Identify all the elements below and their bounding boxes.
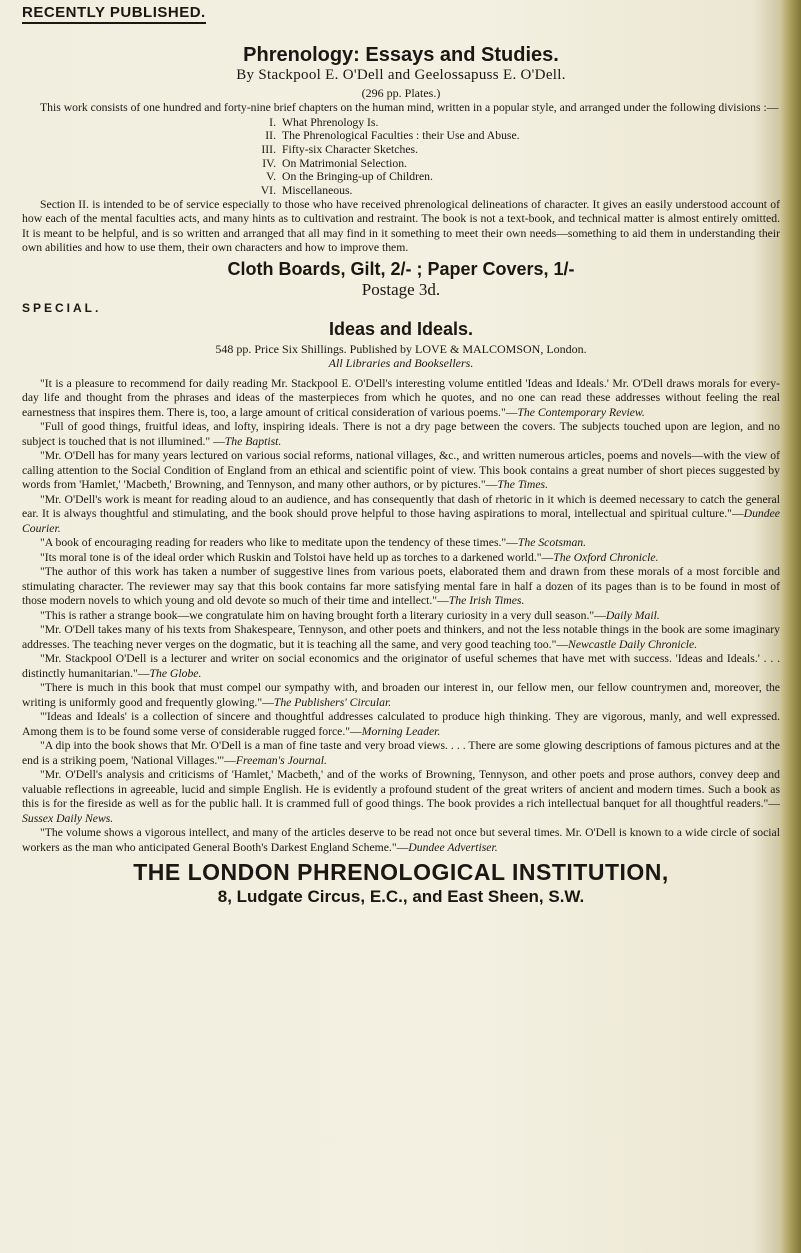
binding-edge — [779, 0, 801, 1253]
review-text: "The author of this work has taken a number of suggestive lines from various poets, elaborated them and drawn from these morals of a most forcible and stimulating character. The reviewer may say that this book contains far more satisfying mental fare in half a dozen of its pages than is to be found in most of those modern novels to which young and old devote so much of their time and intellect."— — [22, 565, 780, 608]
header-title: RECENTLY PUBLISHED. — [22, 4, 206, 24]
book1-intro: This work consists of one hundred and forty-nine brief chapters on the human mind, written in a popular style, and arranged under the following divisions :— — [40, 101, 779, 114]
division-number: VI. — [260, 184, 276, 198]
division-number: I. — [269, 115, 276, 129]
review-source: Newcastle Daily Chronicle. — [568, 637, 698, 651]
review-source: The Irish Times. — [448, 594, 525, 608]
review-paragraph — [22, 536, 780, 551]
review-source: The Times. — [497, 478, 549, 492]
division-text: On Matrimonial Selection. — [282, 156, 407, 170]
review-text: "It is a pleasure to recommend for daily reading Mr. Stackpool E. O'Dell's interesting volume entitled 'Ideas and Ideals.' Mr. O'Dell draws morals for every-day life and thought from the phrases and ideas of the masterpieces from which he quotes, and no one can read these addresses without feeling the real earnestness that inspires them. There is, too, a large amount of critical consideration of various poems."— — [22, 376, 780, 419]
divisions-list — [250, 116, 780, 198]
book1-title: Phrenology: Essays and Studies. — [243, 44, 559, 66]
review-paragraph — [22, 565, 780, 609]
division-number: V. — [266, 170, 276, 184]
division-text: What Phrenology Is. — [282, 115, 379, 129]
review-text: "Mr. O'Dell takes many of his texts from Shakespeare, Tennyson, and other poets and thinkers, and not the less notable things in the book are some imaginary addresses. The teaching never verges on the dogmatic, but it is teaching all the same, and very good teaching too."— — [22, 623, 780, 651]
division-text: Fifty-six Character Sketches. — [282, 142, 418, 156]
review-source: The Globe. — [149, 666, 202, 680]
division-item — [250, 116, 780, 130]
division-text: On the Bringing-up of Children. — [282, 170, 433, 184]
division-item — [250, 129, 780, 143]
review-paragraph — [22, 551, 780, 566]
footer-title: THE LONDON PHRENOLOGICAL INSTITUTION, — [133, 859, 669, 886]
review-text: "The volume shows a vigorous intellect, and many of the articles deserve to be read not once but several times. Mr. O'Dell is known to a wide circle of social workers as the man who anticipated General Booth's Darkest England Scheme."— — [22, 826, 780, 854]
book1-price: Cloth Boards, Gilt, 2/- ; Paper Covers, 1/- — [227, 258, 575, 279]
division-number: III. — [261, 142, 276, 156]
footer-address: 8, Ludgate Circus, E.C., and East Sheen, S.W. — [217, 887, 585, 907]
review-text: "There is much in this book that must compel our sympathy with, and broaden our interest in, our fellow men, our fellow countrymen and, moreover, the writing is uniformly good and frequently glowing."— — [22, 681, 780, 709]
review-paragraph — [22, 377, 780, 421]
review-source: The Oxford Chronicle. — [553, 550, 659, 564]
division-text: Miscellaneous. — [282, 184, 353, 198]
book2-pubinfo: 548 pp. Price Six Shillings. Published by LOVE & MALCOMSON, London. — [215, 341, 587, 356]
book1-description: Section II. is intended to be of service especially to those who have received phrenological delineations of character. It gives an easily understood account of how each of the mental faculties acts, and many hints as to cultivation and restraint. The book is not a text-book, and technical matter is almost entirely omitted. It is meant to be helpful, and is so written and arranged that all may find in it something to meet their own needs—something to aid them in understanding their own abilities and how to use them, their own characters and how to improve them. — [22, 197, 780, 255]
review-source: The Scotsman. — [517, 536, 587, 550]
section-header — [22, 4, 780, 24]
review-text: "Mr. Stackpool O'Dell is a lecturer and writer on social economics and the originator of useful schemes that have met with success. 'Ideas and Ideals.' . . . distinctly humanitarian."— — [22, 652, 780, 680]
review-source: Morning Leader. — [361, 724, 441, 738]
review-source: The Baptist. — [224, 434, 282, 448]
review-paragraph — [22, 826, 780, 855]
review-paragraph — [22, 623, 780, 652]
review-paragraph — [22, 681, 780, 710]
review-source: The Publishers' Circular. — [273, 695, 392, 709]
special-label: SPECIAL. — [22, 300, 102, 315]
review-paragraph — [22, 652, 780, 681]
review-paragraph — [22, 768, 780, 826]
review-text: "A book of encouraging reading for readers who like to meditate upon the tendency of these times."— — [40, 536, 518, 550]
review-source: Dundee Advertiser. — [408, 840, 498, 854]
book2-title: Ideas and Ideals. — [328, 318, 474, 339]
review-text: "A dip into the book shows that Mr. O'Dell is a man of fine taste and very broad views. . . . There are some glowing descriptions of famous pictures and at the end is a striking poem, 'National Villages.'"— — [22, 739, 780, 767]
review-paragraph — [22, 739, 780, 768]
review-text: "Mr. O'Dell's analysis and criticisms of 'Hamlet,' Macbeth,' and of the works of Browning, Tennyson, and other poets and prose authors, convey deep and valuable reflections in agreeable, lucid and simple English. He is evidently a profound student of the great writers of ancient and modern times. Such a book as this is for the fireside as well as for the public hall. It is crammed full of good things. The book provides a rich intellectual banquet for all thoughtful readers."— — [22, 768, 780, 811]
review-paragraph — [22, 609, 780, 624]
review-text: "'Ideas and Ideals' is a collection of sincere and thoughtful addresses calculated to produce high thinking. They are vigorous, manly, and well expressed. Among them is to be found some verse of considerable rugged force."— — [22, 710, 780, 738]
book1-postage: Postage 3d. — [361, 279, 441, 299]
book2-availability: All Libraries and Booksellers. — [328, 355, 474, 370]
division-item — [250, 143, 780, 157]
reviews-list — [22, 377, 780, 856]
division-item — [250, 184, 780, 198]
review-paragraph — [22, 449, 780, 493]
review-paragraph — [22, 710, 780, 739]
division-number: IV. — [262, 156, 276, 170]
review-paragraph — [22, 420, 780, 449]
review-text: "Full of good things, fruitful ideas, and lofty, inspiring ideals. There is not a dry page between the covers. The subjects touched upon are legion, and no subject is touched that is not illumined." — — [22, 420, 780, 448]
review-source: Dundee Courier. — [22, 507, 780, 535]
review-source: Freeman's Journal. — [235, 753, 327, 767]
review-text: "This is rather a strange book—we congratulate him on having brought forth a literary curiosity in a very dull season."— — [40, 608, 606, 622]
review-source: Sussex Daily News. — [22, 811, 114, 825]
review-source: Daily Mail. — [605, 608, 660, 622]
division-text: The Phrenological Faculties : their Use and Abuse. — [282, 129, 520, 143]
review-text: "Mr. O'Dell's work is meant for reading aloud to an audience, and has consequently that dash of rhetoric in it which is deemed necessary to catch the general ear. It is always thoughtful and stimulating, and the book should prove helpful to those having aspirations to moral, intellectual and spiritual culture."— — [22, 492, 780, 521]
review-text: "Mr. O'Dell has for many years lectured on various social reforms, national villages, &c., and written numerous articles, poems and novels—with the view of calling attention to the Social Condition of England from an ethical and scientific point of view. This book contains a great number of short pieces suggested by words from 'Hamlet,' 'Macbeth,' Browning, and Tennyson, and many other authors, or by pictures."— — [22, 449, 780, 492]
division-item — [250, 157, 780, 171]
advertisement-page — [22, 4, 780, 907]
book1-byline: By Stackpool E. O'Dell and Geelossapuss E. O'Dell. — [236, 67, 566, 83]
book1-pages: (296 pp. Plates.) — [361, 85, 441, 100]
division-item — [250, 170, 780, 184]
review-source: The Contemporary Review. — [517, 405, 645, 419]
division-number: II. — [265, 129, 276, 143]
review-text: "Its moral tone is of the ideal order which Ruskin and Tolstoi have held up as torches to a darkened world."— — [40, 550, 554, 564]
review-paragraph — [22, 493, 780, 537]
